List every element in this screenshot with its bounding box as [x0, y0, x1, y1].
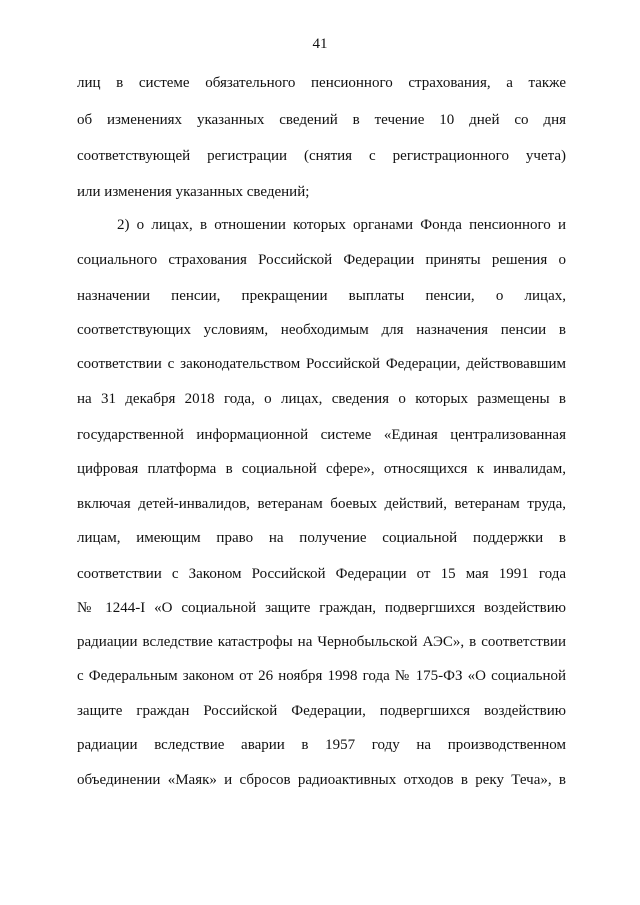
text-line: назначении пенсии, прекращении выплаты пенсии, о лицах,: [77, 288, 566, 304]
text-line: 2) о лицах, в отношении которых органами Фонда пенсионного и: [117, 217, 566, 233]
text-line: соответствии с Законом Российской Федерации от 15 мая 1991 года: [77, 566, 566, 582]
text-line: соответствующей регистрации (снятия с регистрационного учета): [77, 148, 566, 164]
text-line: цифровая платформа в социальной сфере», относящихся к инвалидам,: [77, 461, 566, 477]
text-line: государственной информационной системе «Единая централизованная: [77, 427, 566, 443]
text-line: № 1244-I «О социальной защите граждан, подвергшихся воздействию: [77, 600, 566, 616]
text-line: с Федеральным законом от 26 ноября 1998 года № 175-ФЗ «О социальной: [77, 668, 566, 684]
text-line: объединении «Маяк» и сбросов радиоактивных отходов в реку Теча», в: [77, 772, 566, 788]
text-line: лиц в системе обязательного пенсионного страхования, а также: [77, 75, 566, 91]
text-line: радиации вследствие катастрофы на Чернобыльской АЭС», в соответствии: [77, 634, 566, 650]
text-line: лицам, имеющим право на получение социальной поддержки в: [77, 530, 566, 546]
text-line: соответствии с законодательством Российской Федерации, действовавшим: [77, 356, 566, 372]
text-line: радиации вследствие аварии в 1957 году на производственном: [77, 737, 566, 753]
text-line: включая детей-инвалидов, ветеранам боевых действий, ветеранам труда,: [77, 496, 566, 512]
text-line: об изменениях указанных сведений в течение 10 дней со дня: [77, 112, 566, 128]
text-line: защите граждан Российской Федерации, подвергшихся воздействию: [77, 703, 566, 719]
text-line: социального страхования Российской Федерации приняты решения о: [77, 252, 566, 268]
text-line: или изменения указанных сведений;: [77, 184, 310, 200]
page-number: 41: [312, 36, 328, 52]
text-line: на 31 декабря 2018 года, о лицах, сведения о которых размещены в: [77, 391, 566, 407]
text-line: соответствующих условиям, необходимым для назначения пенсии в: [77, 322, 566, 338]
